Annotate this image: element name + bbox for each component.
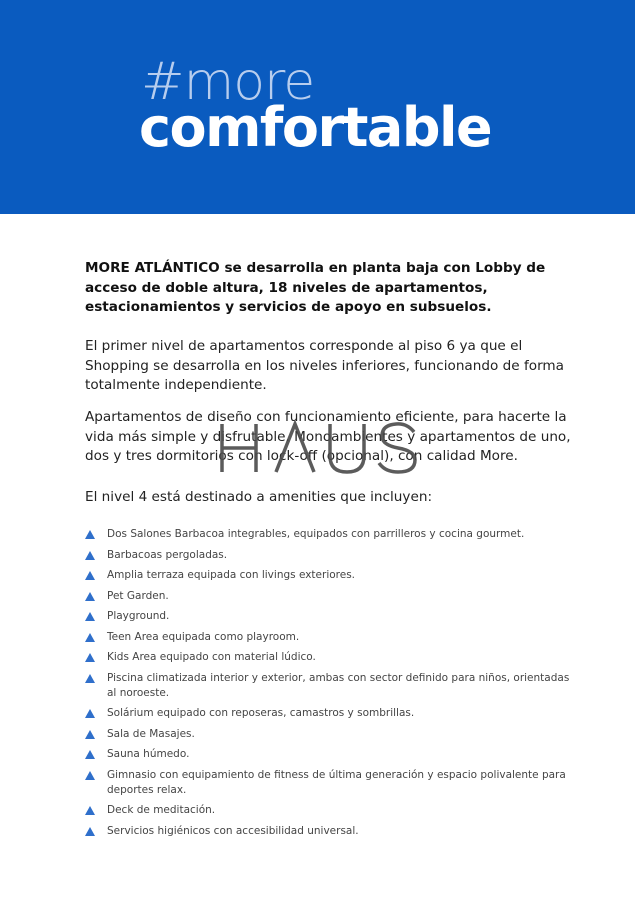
list-item: Amplia terraza equipada con livings exteriores. [85,568,580,583]
triangle-bullet-icon [85,771,95,780]
triangle-bullet-icon [85,653,95,662]
paragraph-first-level: El primer nivel de apartamentos corresponde al piso 6 ya que el Shopping se desarrolla en los niveles inferiores, funcionando de forma totalmente independiente. [85,338,564,393]
header-banner [0,0,635,214]
paragraph-amenities-intro: El nivel 4 está destinado a amenities que incluyen: [85,489,433,505]
triangle-bullet-icon [85,709,95,718]
body-text [85,259,585,505]
paragraph-apartments: Apartamentos de diseño con funcionamiento eficiente, para hacerte la vida más simple y disfrutable. Monoambientes y apartamentos de uno, dos y tres dormitorios con lock-off (opcional), con calidad More. [85,409,571,464]
list-item: Playground. [85,609,580,624]
headline-title: comfortable [139,96,492,159]
haus-logo-watermark [216,420,422,476]
triangle-bullet-icon [85,612,95,621]
list-item: Dos Salones Barbacoa integrables, equipados con parrilleros y cocina gourmet. [85,527,580,542]
triangle-bullet-icon [85,633,95,642]
list-item: Piscina climatizada interior y exterior, ambas con sector definido para niños, orientadas al noroeste. [85,671,580,701]
triangle-bullet-icon [85,730,95,739]
lead-paragraph: MORE ATLÁNTICO se desarrolla en planta baja con Lobby de acceso de doble altura, 18 niveles de apartamentos, estacionamientos y servicios de apoyo en subsuelos. [85,260,546,315]
triangle-bullet-icon [85,530,95,539]
triangle-bullet-icon [85,592,95,601]
list-item: Pet Garden. [85,589,580,604]
triangle-bullet-icon [85,750,95,759]
list-item: Sauna húmedo. [85,747,580,762]
list-item: Kids Area equipado con material lúdico. [85,650,580,665]
triangle-bullet-icon [85,674,95,683]
list-item: Sala de Masajes. [85,727,580,742]
list-item: Barbacoas pergoladas. [85,548,580,563]
list-item: Deck de meditación. [85,803,580,818]
list-item: Servicios higiénicos con accesibilidad universal. [85,824,580,839]
triangle-bullet-icon [85,806,95,815]
triangle-bullet-icon [85,827,95,836]
list-item: Teen Area equipada como playroom. [85,630,580,645]
list-item: Gimnasio con equipamiento de fitness de última generación y espacio polivalente para deportes relax. [85,768,580,798]
triangle-bullet-icon [85,551,95,560]
amenities-list [85,527,580,844]
triangle-bullet-icon [85,571,95,580]
list-item: Solárium equipado con reposeras, camastros y sombrillas. [85,706,580,721]
hashtag-title: #more [141,52,315,112]
